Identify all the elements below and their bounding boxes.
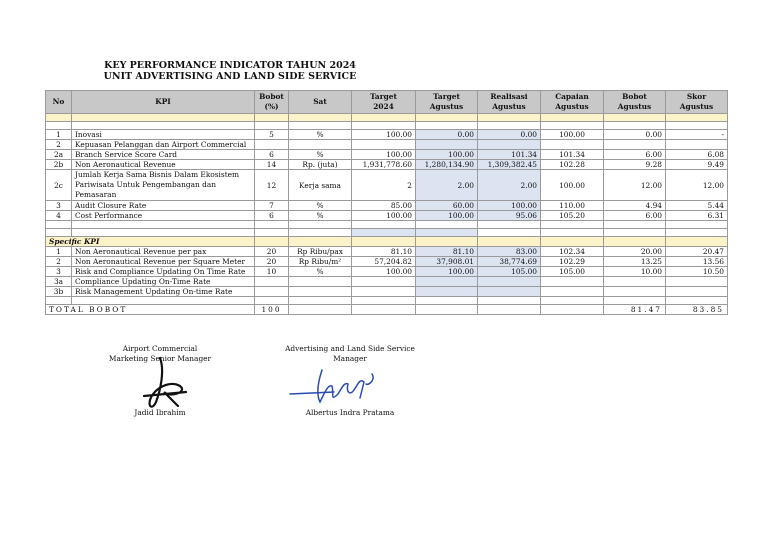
spacer-row [46,297,728,305]
kpi-cell-sa: 5.44 [666,201,728,211]
kpi-cell-no: 3 [46,201,72,211]
kpi-cell-kpi: Non Aeronautical Revenue [72,160,255,170]
kpi-cell-sa: - [666,130,728,140]
specific-kpi-cell-ra: 83.00 [478,247,541,257]
kpi-cell-ra: 95.06 [478,211,541,221]
specific-kpi-cell-sat: Rp Ribu/m² [289,257,352,267]
specific-kpi-cell-bobot [255,277,289,287]
kpi-cell-sat: % [289,201,352,211]
total-label: TOTAL BOBOT [46,305,255,315]
title-line-1: KEY PERFORMANCE INDICATOR TAHUN 2024 [104,60,356,71]
specific-kpi-cell-bobot: 10 [255,267,289,277]
specific-kpi-cell-sa [666,277,728,287]
kpi-cell-sat: Rp. (juta) [289,160,352,170]
specific-kpi-cell-sat [289,277,352,287]
col-kpi: KPI [72,91,255,114]
kpi-cell-kpi: Branch Service Score Card [72,150,255,160]
kpi-cell-target: 100.00 [352,211,416,221]
kpi-cell-ca: 101.34 [541,150,604,160]
kpi-row [46,140,728,150]
specific-kpi-cell-sat [289,287,352,297]
kpi-cell-ca: 100.00 [541,130,604,140]
specific-kpi-cell-sat: Rp Ribu/pax [289,247,352,257]
specific-kpi-cell-sat: % [289,267,352,277]
specific-kpi-cell-kpi: Risk Management Updating On-time Rate [72,287,255,297]
kpi-cell-ta: 1,280,134.90 [416,160,478,170]
specific-kpi-cell-ba: 10.00 [604,267,666,277]
kpi-cell-sat: Kerja sama [289,170,352,201]
kpi-cell-ta: 100.00 [416,150,478,160]
kpi-cell-ra: 1,309,382.45 [478,160,541,170]
kpi-cell-bobot: 14 [255,160,289,170]
kpi-cell-ta: 60.00 [416,201,478,211]
specific-kpi-cell-ca: 102.34 [541,247,604,257]
kpi-row [46,170,728,201]
specific-kpi-row [46,247,728,257]
spacer-row [46,221,728,229]
specific-kpi-cell-ta [416,277,478,287]
specific-kpi-cell-target: 81.10 [352,247,416,257]
kpi-cell-ta: 0.00 [416,130,478,140]
kpi-cell-target [352,140,416,150]
specific-kpi-cell-ba: 13.25 [604,257,666,267]
specific-kpi-cell-no: 1 [46,247,72,257]
specific-kpi-cell-sa: 20.47 [666,247,728,257]
header-row [46,91,728,114]
col-sat: Sat [289,91,352,114]
kpi-cell-kpi: Kepuasan Pelanggan dan Airport Commercial [72,140,255,150]
specific-kpi-row [46,277,728,287]
kpi-cell-sa: 9.49 [666,160,728,170]
col-bobot: Bobot (%) [255,91,289,114]
kpi-cell-ba: 6.00 [604,150,666,160]
kpi-cell-sa: 6.31 [666,211,728,221]
col-skor-agustus: Skor Agustus [666,91,728,114]
specific-kpi-cell-ba [604,277,666,287]
specific-kpi-cell-ra: 105.00 [478,267,541,277]
specific-kpi-cell-ba [604,287,666,297]
kpi-cell-ra: 2.00 [478,170,541,201]
total-skor-agustus: 83.85 [666,305,728,315]
specific-kpi-cell-ca: 105.00 [541,267,604,277]
kpi-cell-kpi: Audit Closure Rate [72,201,255,211]
specific-kpi-cell-kpi: Non Aeronautical Revenue per Square Meter [72,257,255,267]
kpi-cell-sa [666,140,728,150]
kpi-cell-kpi: Jumlah Kerja Sama Bisnis Dalam Ekosistem Pariwisata Untuk Pengembangan dan Pemasaran [72,170,255,201]
spacer-row [46,114,728,122]
col-capaian-agustus: Capaian Agustus [541,91,604,114]
kpi-cell-kpi: Inovasi [72,130,255,140]
specific-kpi-cell-ta: 37,908.01 [416,257,478,267]
kpi-cell-ba: 12.00 [604,170,666,201]
right-role-line-2: Manager [333,354,367,363]
kpi-cell-kpi: Cost Performance [72,211,255,221]
kpi-cell-sa: 12.00 [666,170,728,201]
specific-kpi-cell-no: 2 [46,257,72,267]
right-role-line-1: Advertising and Land Side Service [285,344,415,353]
kpi-cell-sat [289,140,352,150]
title-line-2: UNIT ADVERTISING AND LAND SIDE SERVICE [103,71,357,82]
specific-kpi-cell-no: 3 [46,267,72,277]
kpi-cell-bobot: 12 [255,170,289,201]
kpi-row [46,211,728,221]
specific-kpi-cell-ta: 81.10 [416,247,478,257]
specific-kpi-cell-ca: 102.29 [541,257,604,267]
specific-kpi-cell-ca [541,277,604,287]
kpi-cell-no: 2b [46,160,72,170]
kpi-cell-target: 100.00 [352,150,416,160]
specific-kpi-cell-kpi: Non Aeronautical Revenue per pax [72,247,255,257]
kpi-cell-target: 100.00 [352,130,416,140]
kpi-cell-ca: 102.28 [541,160,604,170]
kpi-cell-target: 2 [352,170,416,201]
specific-kpi-cell-ca [541,287,604,297]
kpi-cell-ra: 101.34 [478,150,541,160]
specific-kpi-cell-bobot: 20 [255,247,289,257]
kpi-cell-ra: 100.00 [478,201,541,211]
specific-kpi-cell-kpi: Compliance Updating On-Time Rate [72,277,255,287]
kpi-cell-sa: 6.08 [666,150,728,160]
kpi-cell-sat: % [289,211,352,221]
kpi-cell-no: 2a [46,150,72,160]
specific-kpi-cell-target: 57,204.82 [352,257,416,267]
specific-kpi-row [46,257,728,267]
specific-kpi-cell-sa [666,287,728,297]
kpi-cell-ca: 105.20 [541,211,604,221]
specific-kpi-cell-no: 3a [46,277,72,287]
kpi-cell-ra: 0.00 [478,130,541,140]
specific-kpi-cell-bobot [255,287,289,297]
specific-kpi-cell-sa: 13.56 [666,257,728,267]
kpi-cell-ra [478,140,541,150]
specific-kpi-row [46,267,728,277]
specific-kpi-cell-kpi: Risk and Compliance Updating On Time Rate [72,267,255,277]
col-target-agustus: Target Agustus [416,91,478,114]
kpi-cell-no: 2 [46,140,72,150]
kpi-cell-ca: 100.00 [541,170,604,201]
col-bobot-agustus: Bobot Agustus [604,91,666,114]
kpi-cell-target: 85.00 [352,201,416,211]
kpi-cell-bobot: 6 [255,150,289,160]
kpi-cell-ca: 110.00 [541,201,604,211]
kpi-cell-ta [416,140,478,150]
kpi-cell-ba: 0.00 [604,130,666,140]
kpi-cell-ba: 9.28 [604,160,666,170]
spacer-row [46,122,728,130]
specific-kpi-cell-sa: 10.50 [666,267,728,277]
kpi-row [46,130,728,140]
kpi-cell-sat: % [289,130,352,140]
right-name: Albertus Indra Pratama [305,408,395,417]
left-role-line-1: Airport Commercial [122,344,198,353]
kpi-cell-no: 2c [46,170,72,201]
kpi-cell-no: 1 [46,130,72,140]
kpi-cell-bobot [255,140,289,150]
kpi-cell-ca [541,140,604,150]
kpi-row [46,201,728,211]
specific-kpi-cell-ra: 38,774.69 [478,257,541,267]
kpi-cell-ta: 100.00 [416,211,478,221]
kpi-cell-sat: % [289,150,352,160]
specific-kpi-cell-bobot: 20 [255,257,289,267]
left-name: Jadid Ibrahim [134,408,186,417]
col-no: No [46,91,72,114]
specific-kpi-cell-ta: 100.00 [416,267,478,277]
specific-kpi-label: Specific KPI [46,237,255,247]
specific-kpi-cell-target [352,287,416,297]
kpi-row [46,150,728,160]
total-bobot-agustus: 81.47 [604,305,666,315]
kpi-cell-no: 4 [46,211,72,221]
left-signature-image [140,356,190,412]
specific-kpi-cell-target: 100.00 [352,267,416,277]
kpi-cell-bobot: 6 [255,211,289,221]
kpi-table [45,90,728,315]
left-role-line-2: Marketing Senior Manager [108,354,212,363]
kpi-cell-bobot: 7 [255,201,289,211]
specific-kpi-row [46,237,728,247]
kpi-cell-target: 1,931,778.60 [352,160,416,170]
specific-kpi-cell-ba: 20.00 [604,247,666,257]
specific-kpi-cell-no: 3b [46,287,72,297]
right-signature-image [288,364,384,408]
kpi-cell-ba: 4.94 [604,201,666,211]
spacer-row [46,229,728,237]
kpi-cell-ba [604,140,666,150]
total-row [46,305,728,315]
right-signature-block [285,344,415,364]
kpi-row [46,160,728,170]
specific-kpi-cell-ra [478,287,541,297]
kpi-cell-bobot: 5 [255,130,289,140]
col-target: Target 2024 [352,91,416,114]
specific-kpi-cell-target [352,277,416,287]
col-realisasi-agustus: Realisasi Agustus [478,91,541,114]
specific-kpi-row [46,287,728,297]
specific-kpi-cell-ra [478,277,541,287]
total-bobot: 100 [255,305,289,315]
specific-kpi-cell-ta [416,287,478,297]
kpi-cell-ta: 2.00 [416,170,478,201]
kpi-cell-ba: 6.00 [604,211,666,221]
